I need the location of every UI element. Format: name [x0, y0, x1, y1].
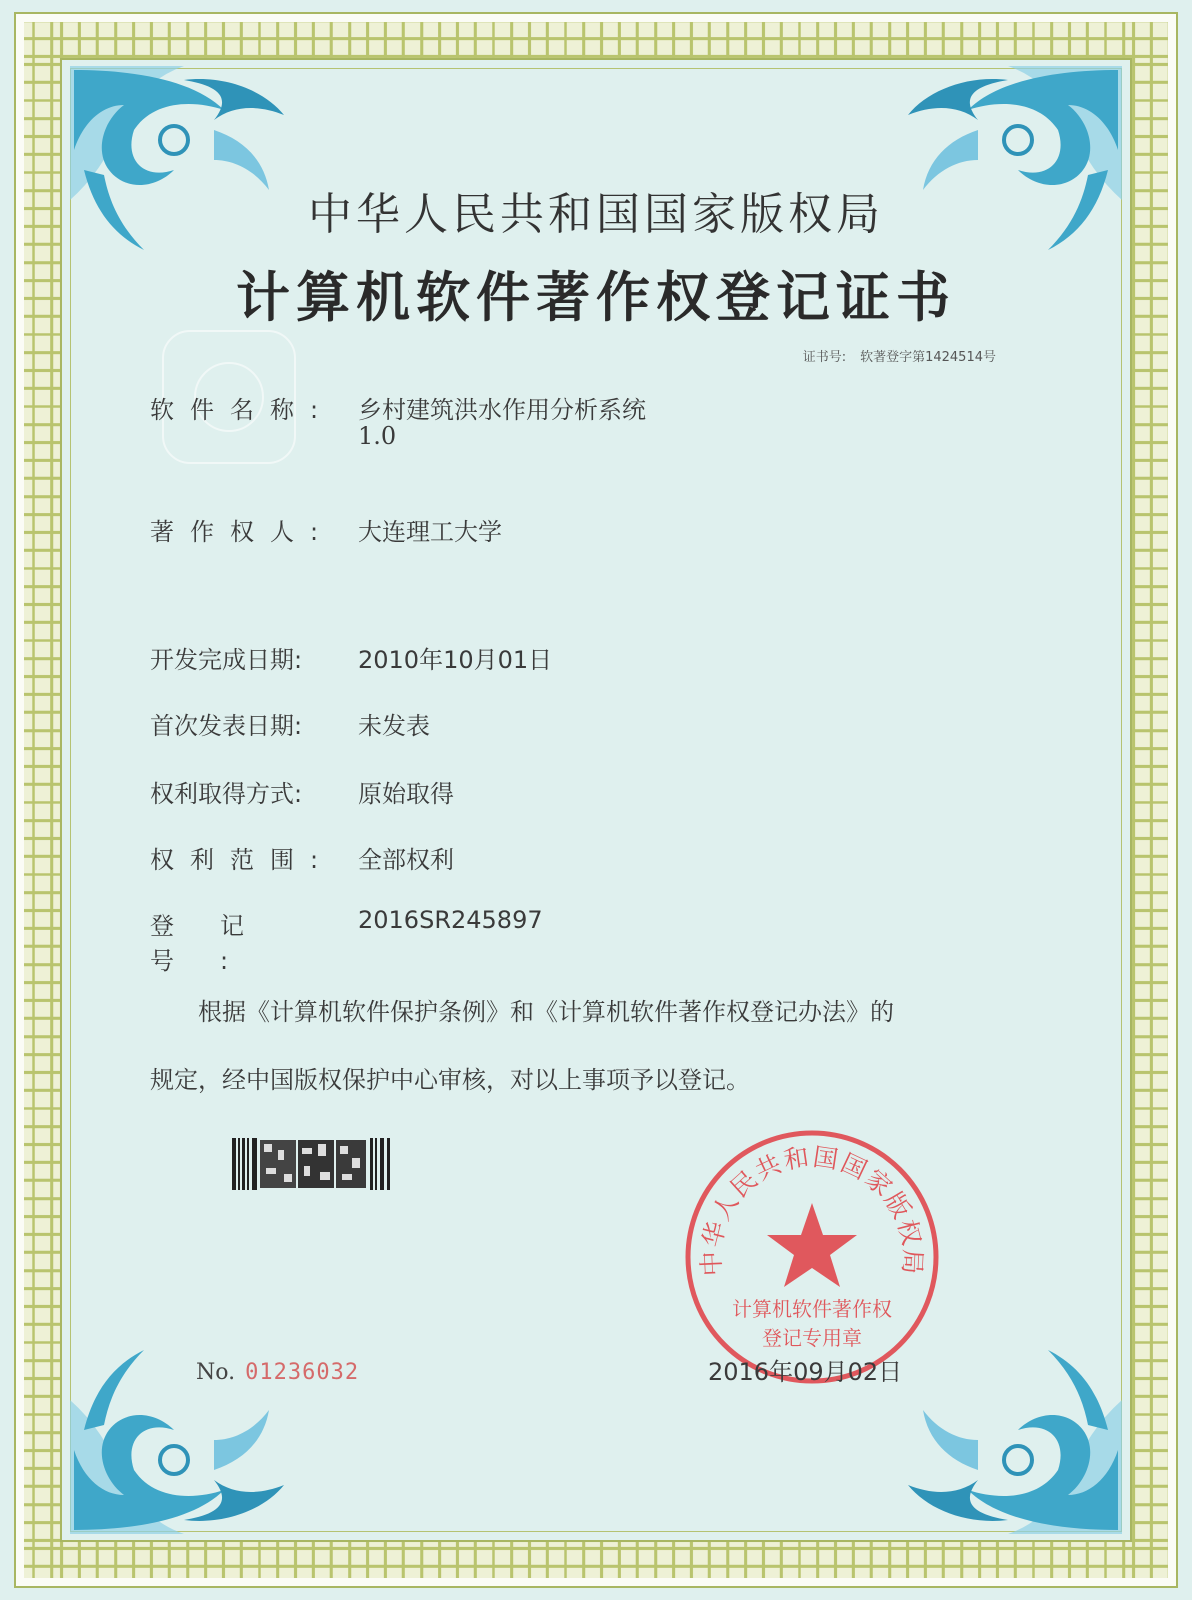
serial-value: 01236032 — [245, 1360, 360, 1385]
field-label: 开发完成日期: — [150, 646, 303, 674]
field-value: 全部权利 — [358, 846, 454, 874]
issuing-authority: 中华人民共和国国家版权局 — [308, 189, 884, 240]
legal-statement — [150, 978, 1050, 1114]
field-label: 登记号: — [150, 912, 290, 975]
seal-line-1: 计算机软件著作权 — [732, 1297, 892, 1321]
field-label: 著作权人: — [150, 518, 335, 546]
certificate-number-label: 证书号: — [802, 350, 847, 365]
issue-date: 2016年09月02日 — [708, 1358, 903, 1386]
statement-line-2: 规定，经中国版权保护中心审核，对以上事项予以登记。 — [150, 1066, 750, 1094]
seal-star-icon — [767, 1203, 857, 1287]
field-label: 首次发表日期: — [150, 712, 303, 740]
seal-line-2: 登记专用章 — [762, 1326, 862, 1350]
certificate-number — [803, 346, 996, 365]
serial-number — [196, 1360, 359, 1385]
certificate-title: 计算机软件著作权登记证书 — [236, 266, 956, 329]
field-label: 软件名称: — [150, 396, 335, 424]
field-label: 权利取得方式: — [150, 780, 303, 808]
field-value: 原始取得 — [358, 780, 454, 808]
field-value: 2010年10月01日 — [358, 646, 553, 674]
field-value: 乡村建筑洪水作用分析系统 — [358, 396, 646, 424]
statement-line-1: 根据《计算机软件保护条例》和《计算机软件著作权登记办法》的 — [198, 998, 894, 1026]
serial-label: No. — [196, 1360, 236, 1385]
field-value: 大连理工大学 — [358, 518, 502, 546]
certificate-number-value: 软著登字第1424514号 — [860, 350, 996, 365]
field-value: 2016SR245897 — [358, 906, 543, 934]
field-label: 权利范围: — [150, 846, 335, 874]
seal-ring-text: 中华人民共和国国家版权局 — [696, 1142, 928, 1277]
field-value: 未发表 — [358, 712, 430, 740]
field-value-version: 1.0 — [358, 422, 397, 450]
barcode — [232, 1138, 392, 1190]
